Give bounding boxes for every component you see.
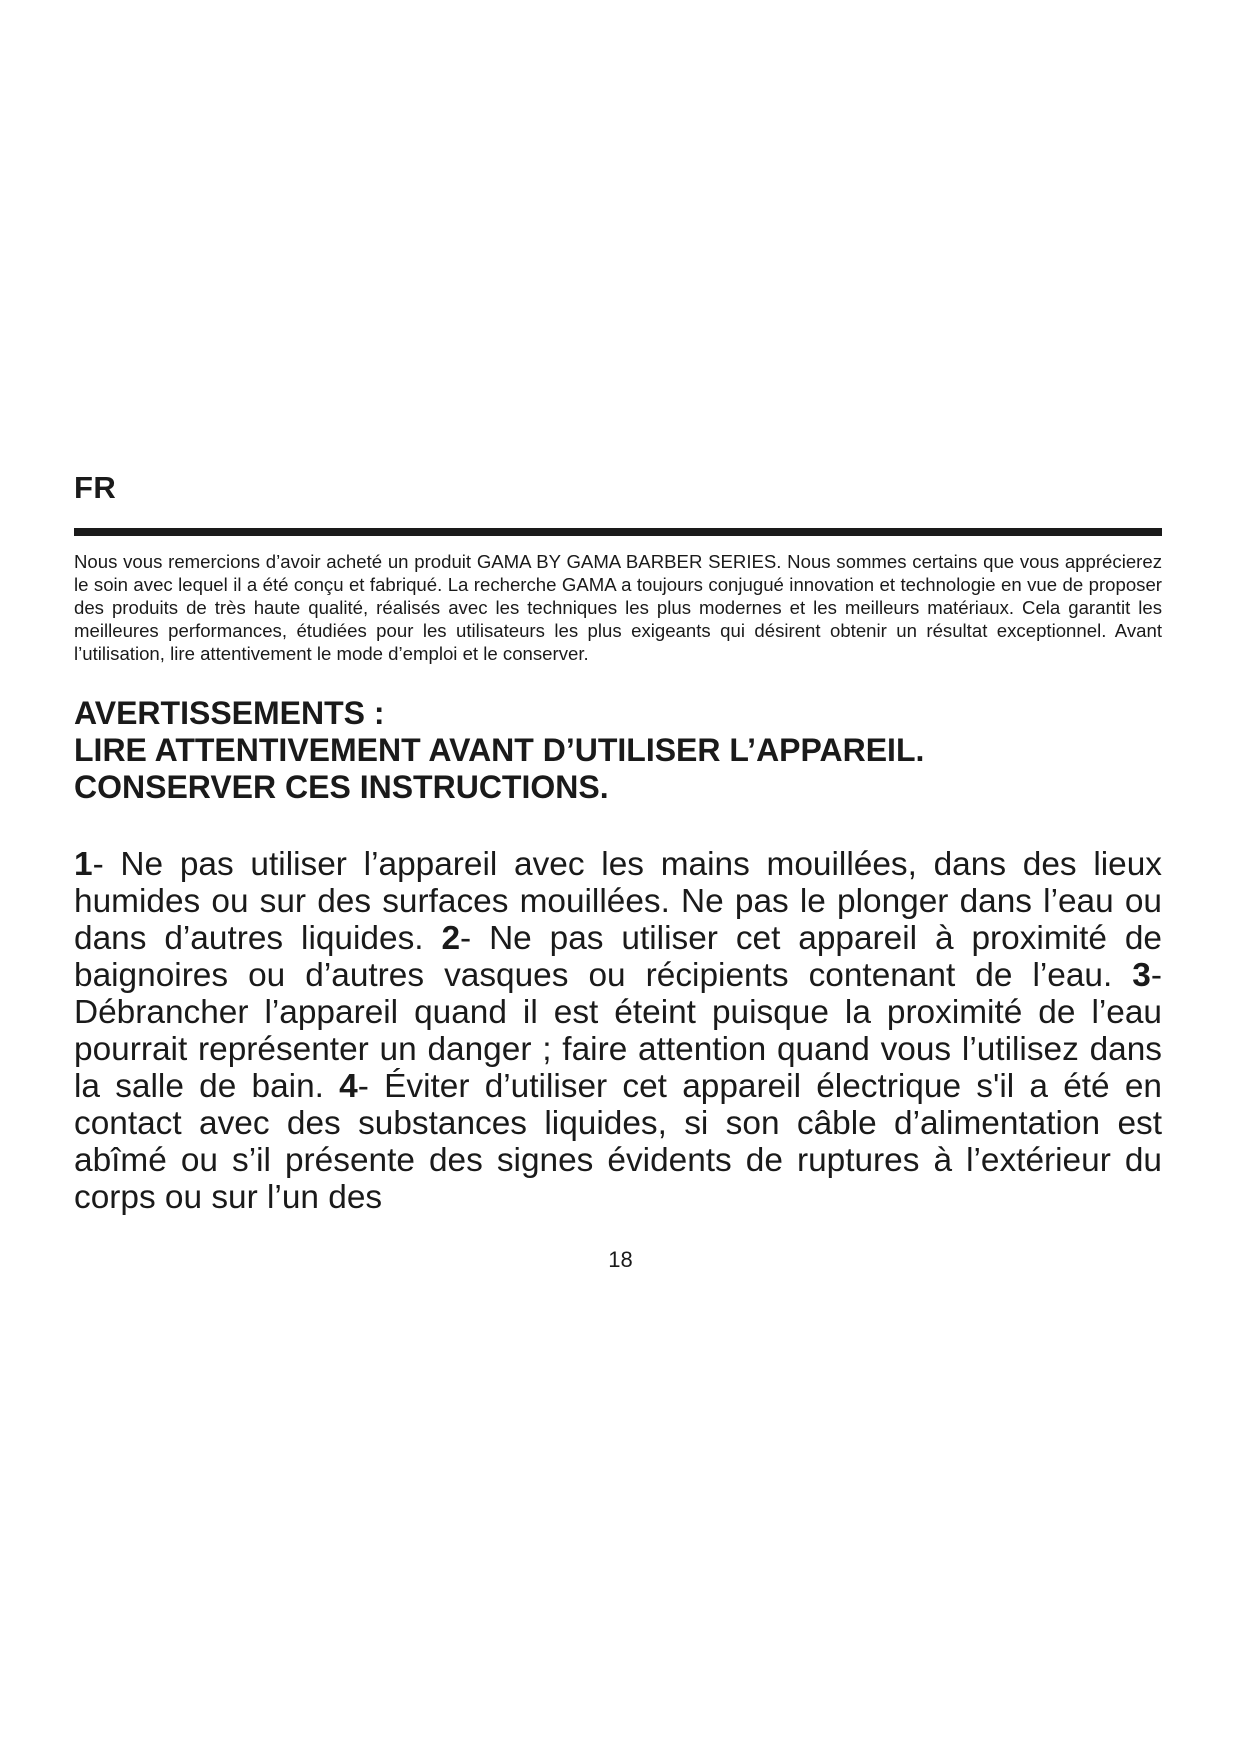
warnings-heading (74, 695, 1162, 806)
instruction-text: - Débrancher l’appareil quand il est éteint puisque la proximité de l’eau pourrait représenter un danger ; faire attention quand vous l’utilisez dans la salle de bain. (74, 957, 1162, 1105)
instruction-text: - Ne pas utiliser l’appareil avec les mains mouillées, dans des lieux humides ou sur des surfaces mouillées. Ne pas le plonger dans l’eau ou dans d’autres liquides. (74, 846, 1162, 957)
instructions-paragraph (74, 846, 1162, 1216)
instruction-text: - Ne pas utiliser cet appareil à proximité de baignoires ou d’autres vasques ou récipients contenant de l’eau. (74, 920, 1162, 994)
read-carefully-notice: LIRE ATTENTIVEMENT AVANT D’UTILISER L’APPAREIL. (74, 732, 925, 768)
warnings-title: AVERTISSEMENTS : (74, 695, 385, 731)
keep-instructions-notice: CONSERVER CES INSTRUCTIONS. (74, 769, 609, 805)
manual-page (74, 470, 1162, 1216)
header-divider (74, 528, 1162, 536)
language-code: FR (74, 470, 117, 505)
page-number: 18 (608, 1247, 633, 1272)
instruction-number: 3 (1132, 957, 1151, 994)
instruction-text: - Éviter d’utiliser cet appareil électrique s'il a été en contact avec des substances liquides, si son câble d’alimentation est abîmé ou s’il présente des signes évidents de ruptures à l’extérieur du corps ou sur l’un des (74, 1068, 1162, 1216)
intro-paragraph: Nous vous remercions d’avoir acheté un produit GAMA BY GAMA BARBER SERIES. Nous sommes certains que vous apprécierez le soin avec lequel il a été conçu et fabriqué. La recherche GAMA a toujours conjugué innovation et technologie en vue de proposer des produits de très haute qualité, réalisés avec les techniques les plus modernes et les meilleurs matériaux. Cela garantit les meilleures performances, étudiées pour les utilisateurs les plus exigeants qui désirent obtenir un résultat exceptionnel. Avant l’utilisation, lire attentivement le mode d’emploi et le conserver. (74, 551, 1162, 664)
instruction-number: 1 (74, 846, 93, 883)
instruction-number: 4 (339, 1068, 358, 1105)
instruction-number: 2 (441, 920, 461, 957)
